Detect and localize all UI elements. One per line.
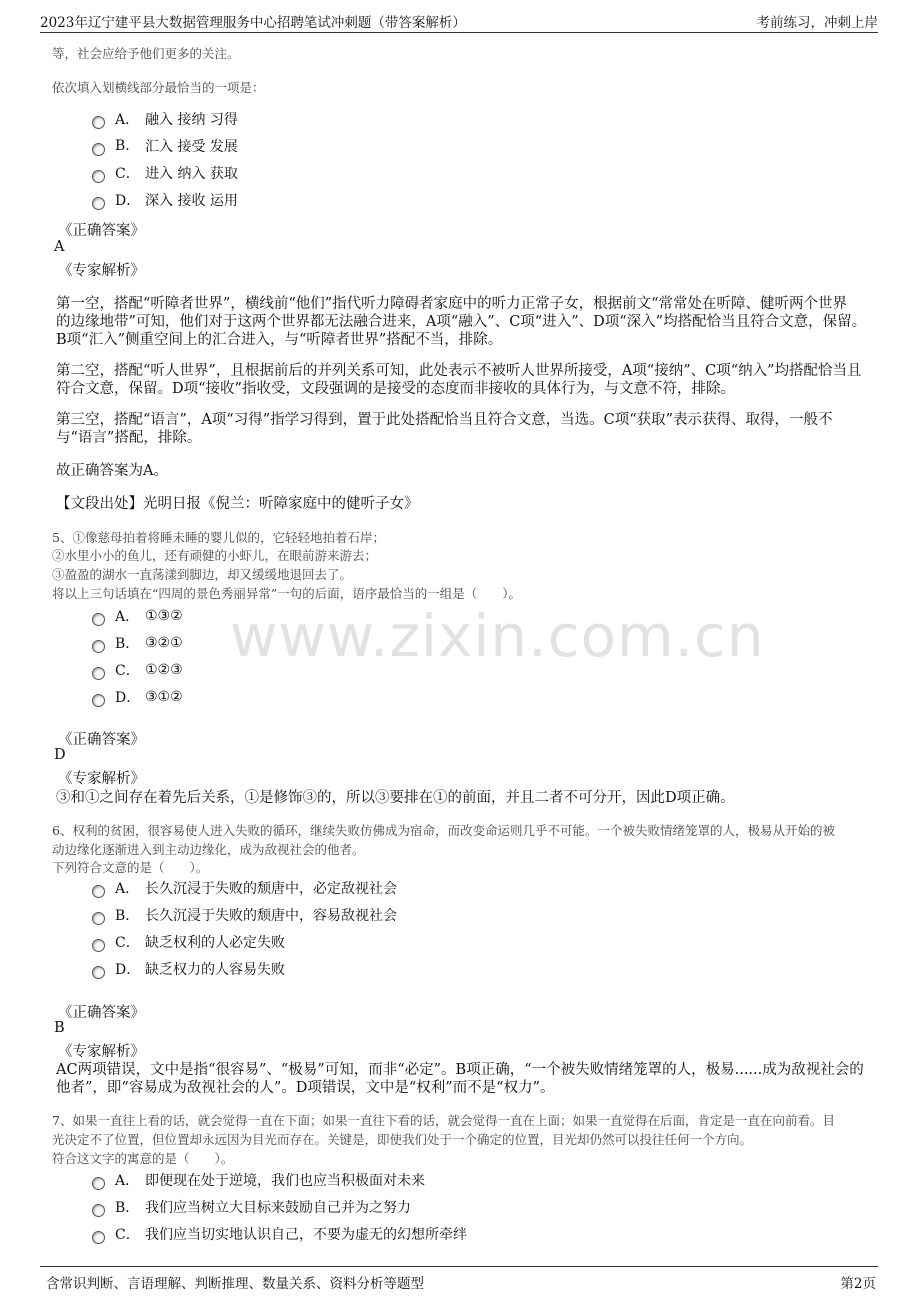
q5-stem-line: ③盈盈的湖水一直荡漾到脚边，却又缓缓地退回去了。 (52, 567, 353, 582)
q7-option-b[interactable] (92, 1196, 411, 1218)
option-text: ①②③ (145, 662, 183, 678)
q7-stem-line: 光决定不了位置，但位置却永远因为目光而存在。关键是，即使我们处于一个确定的位置，目光却仍然可以投往任何一个方向。 (52, 1132, 753, 1147)
analysis-label: 《专家解析》 (58, 1044, 145, 1060)
option-letter: B． (115, 908, 140, 924)
answer-label: 《正确答案》 (58, 732, 145, 748)
option-letter: A． (115, 881, 140, 897)
q6-question: 下列符合文意的是（ ）。 (52, 860, 209, 875)
q6-analysis-line: 他者”，即“容易成为敌视社会的人”。D项错误，文中是“权利”而不是“权力”。 (56, 1080, 555, 1096)
radio-icon[interactable] (92, 939, 105, 952)
q6-option-b[interactable] (92, 904, 397, 926)
option-text: ③①② (145, 689, 183, 705)
option-letter: B． (115, 636, 140, 652)
q6-option-c[interactable] (92, 931, 285, 953)
q6-option-a[interactable] (92, 877, 397, 899)
option-letter: D． (115, 690, 141, 706)
radio-icon[interactable] (92, 966, 105, 979)
option-letter: B. (115, 138, 130, 154)
q7-option-a[interactable] (92, 1169, 425, 1191)
page-number: 第2页 (840, 1276, 876, 1292)
option-text: 我们应当切实地认识自己，不要为虚无的幻想所牵绊 (145, 1227, 467, 1243)
q6-stem-line: 6、权利的贫困，很容易使人进入失败的循环，继续失败仿佛成为宿命，而改变命运则几乎不可能。一个被失败情绪笼罩的人，极易从开始的被 (52, 823, 835, 838)
q7-option-c[interactable] (92, 1223, 467, 1245)
answer-label: 《正确答案》 (58, 1005, 145, 1021)
option-letter: A． (115, 609, 140, 625)
option-letter: C． (115, 1227, 140, 1243)
q5-answer: D (54, 747, 66, 763)
q4-analysis-line: 第二空，搭配“听人世界”，且根据前后的并列关系可知，此处表示不被听人世界所接受，A项“接纳”、C项“纳入”均搭配恰当且 (56, 363, 862, 379)
option-letter: A． (115, 1173, 140, 1189)
radio-icon[interactable] (92, 143, 105, 156)
question-prompt: 依次填入划横线部分最恰当的一项是： (52, 80, 265, 95)
option-text: 长久沉浸于失败的颓唐中，容易敌视社会 (145, 908, 397, 924)
radio-icon[interactable] (92, 912, 105, 925)
header-divider (40, 32, 878, 33)
option-letter: B． (115, 1200, 140, 1216)
option-letter: A． (115, 112, 140, 128)
radio-icon[interactable] (92, 1177, 105, 1190)
option-text: 进入 纳入 获取 (145, 166, 238, 182)
q6-analysis-line: AC两项错误，文中是指“很容易”、“极易”可知，而非“必定”。B项正确，“一个被失败情绪笼罩的人，极易......成为敌视社会的 (56, 1062, 864, 1078)
radio-icon[interactable] (92, 885, 105, 898)
document-title: 2023年辽宁建平县大数据管理服务中心招聘笔试冲刺题（带答案解析） (40, 15, 466, 31)
option-letter: C． (115, 935, 140, 951)
radio-icon[interactable] (92, 1231, 105, 1244)
option-text: 我们应当树立大目标来鼓励自己并为之努力 (145, 1200, 411, 1216)
option-text: 缺乏权力的人容易失败 (145, 962, 285, 978)
radio-icon[interactable] (92, 667, 105, 680)
option-letter: C． (115, 166, 140, 182)
q5-option-c[interactable] (92, 659, 183, 681)
intro-text: 等，社会应给予他们更多的关注。 (52, 46, 240, 61)
q6-answer: B (54, 1020, 65, 1036)
option-text: 融入 接纳 习得 (145, 112, 238, 128)
q5-stem-line: ②水里小小的鱼儿，还有顽健的小虾儿，在眼前游来游去； (52, 548, 378, 563)
q5-stem-line: 5、①像慈母拍着将睡未睡的婴儿似的，它轻轻地拍着石岸； (52, 530, 385, 545)
analysis-label: 《专家解析》 (58, 263, 145, 279)
radio-icon[interactable] (92, 170, 105, 183)
q4-analysis-line: B项“汇入”侧重空间上的汇合进入，与“听障者世界”搭配不当，排除。 (56, 332, 503, 348)
q4-analysis-line: 的边缘地带”可知，他们对于这两个世界都无法融合进来，A项“融入”、C项“进入”、D项“深入”均搭配恰当且符合文意，保留。 (56, 314, 867, 330)
option-text: 缺乏权利的人必定失败 (145, 935, 285, 951)
option-text: ③②① (145, 635, 183, 651)
page-header (0, 0, 920, 34)
q7-stem-line: 7、如果一直往上看的话，就会觉得一直在下面；如果一直往下看的话，就会觉得一直在上面；如果一直觉得在后面，肯定是一直在向前看。目 (52, 1113, 835, 1128)
q4-option-c[interactable] (92, 162, 238, 184)
watermark: www.zixin.com.cn (230, 602, 765, 670)
option-text: ①③② (145, 608, 183, 624)
q6-option-d[interactable] (92, 958, 285, 980)
q5-option-a[interactable] (92, 605, 183, 627)
radio-icon[interactable] (92, 613, 105, 626)
q4-option-b[interactable] (92, 135, 238, 157)
radio-icon[interactable] (92, 197, 105, 210)
option-text: 即便现在处于逆境，我们也应当积极面对未来 (145, 1173, 425, 1189)
q4-option-d[interactable] (92, 189, 238, 211)
answer-label: 《正确答案》 (58, 223, 145, 239)
q4-analysis-line: 符合文意，保留。D项“接收”指收受，文段强调的是接受的态度而非接收的具体行为，与文意不符，排除。 (56, 381, 735, 397)
footer-divider (40, 1266, 878, 1267)
radio-icon[interactable] (92, 1204, 105, 1217)
footer-note: 含常识判断、言语理解、判断推理、数量关系、资料分析等题型 (46, 1276, 424, 1292)
q5-analysis-line: ③和①之间存在着先后关系，①是修饰③的，所以③要排在①的前面，并且二者不可分开，因此D项正确。 (56, 790, 735, 806)
q4-analysis-line: 与“语言”搭配，排除。 (56, 430, 202, 446)
option-letter: D． (115, 193, 141, 209)
q4-option-a[interactable] (92, 108, 238, 130)
q4-analysis-line: 第三空，搭配“语言”，A项“习得”指学习得到，置于此处搭配恰当且符合文意，当选。C项“获取”表示获得、取得，一般不 (56, 412, 833, 428)
q6-stem-line: 动边缘化逐渐进入到主动边缘化，成为敌视社会的他者。 (52, 842, 365, 857)
radio-icon[interactable] (92, 694, 105, 707)
option-text: 汇入 接受 发展 (145, 139, 238, 155)
option-text: 长久沉浸于失败的颓唐中，必定敌视社会 (145, 881, 397, 897)
q4-analysis-line: 第一空，搭配“听障者世界”，横线前“他们”指代听力障碍者家庭中的听力正常子女，根据前文“常常处在听障、健听两个世界 (56, 296, 848, 312)
q4-answer: A (54, 239, 65, 255)
radio-icon[interactable] (92, 116, 105, 129)
radio-icon[interactable] (92, 640, 105, 653)
q7-question: 符合这文字的寓意的是（ ）。 (52, 1151, 234, 1166)
header-slogan: 考前练习，冲刺上岸 (756, 15, 878, 31)
q5-question: 将以上三句话填在“四周的景色秀丽异常”一句的后面，语序最恰当的一组是（ ）。 (52, 586, 522, 601)
option-letter: C． (115, 663, 140, 679)
option-text: 深入 接收 运用 (145, 193, 238, 209)
q4-conclusion: 故正确答案为A。 (56, 463, 168, 479)
q4-source: 【文段出处】光明日报《倪兰：听障家庭中的健听子女》 (56, 496, 419, 512)
q5-option-d[interactable] (92, 686, 183, 708)
option-letter: D． (115, 962, 141, 978)
q5-option-b[interactable] (92, 632, 183, 654)
analysis-label: 《专家解析》 (58, 771, 145, 787)
